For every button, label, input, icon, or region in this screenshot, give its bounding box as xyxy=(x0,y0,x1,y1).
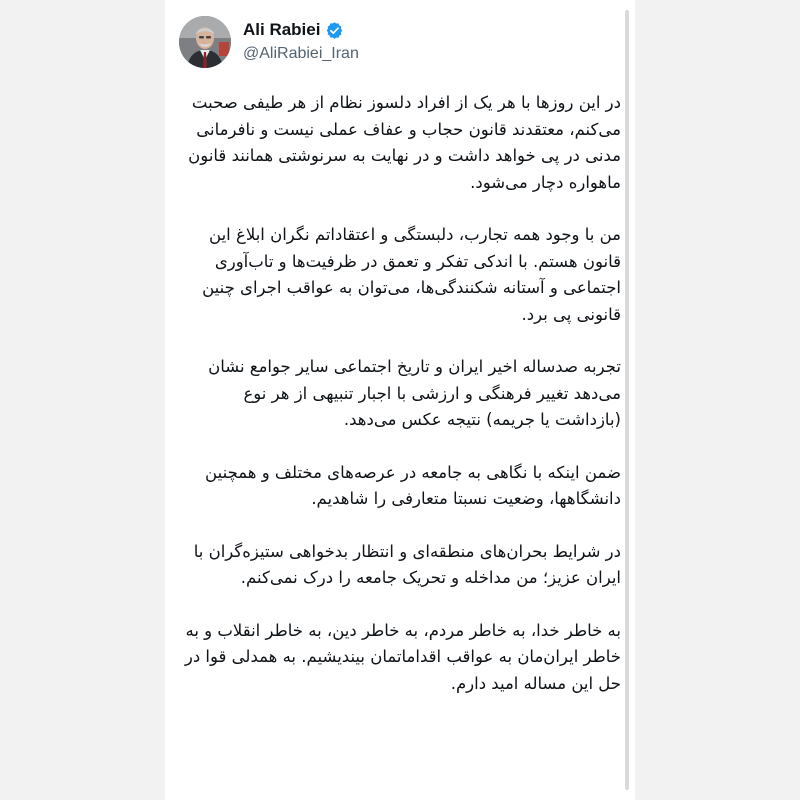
tweet-paragraph: در این روزها با هر یک از افراد دلسوز نظام از هر طیفی صحبت می‌کنم، معتقدند قانون حجاب و عفاف عملی نیست و نافرمانی مدنی در پی خواهد داشت و در نهایت به سرنوشتی همانند قانون ماهواره دچار می‌شود. xyxy=(188,93,621,192)
tweet-paragraph: به خاطر خدا، به خاطر مردم، به خاطر دین، به خاطر انقلاب و به خاطر ایران‌مان به عواقب اقداماتمان بیندیشیم. به همدلی قوا در حل این مساله امید دارم. xyxy=(184,620,621,693)
author-info xyxy=(243,19,359,65)
verified-badge-icon xyxy=(325,21,344,40)
tweet-paragraph: من با وجود همه تجارب، دلبستگی و اعتقاداتم نگران ابلاغ این قانون هستم. با اندکی تفکر و تعمق در ظرفیت‌ها و تاب‌آوری اجتماعی و آستانه شکنندگی‌ها، می‌توان به عواقب اجرای چنین قانونی پی برد. xyxy=(202,225,621,324)
tweet-paragraph: تجربه صدساله اخیر ایران و تاریخ اجتماعی سایر جوامع نشان می‌دهد تغییر فرهنگی و ارزشی با اجبار تنبیهی از هر نوع (بازداشت یا جریمه) نتیجه عکس می‌دهد. xyxy=(208,357,621,429)
avatar[interactable] xyxy=(179,16,231,68)
scrollbar[interactable] xyxy=(625,10,629,790)
tweet-header xyxy=(179,14,359,70)
tweet-card xyxy=(165,0,635,800)
user-handle[interactable]: @AliRabiei_Iran xyxy=(243,45,359,62)
tweet-paragraph: در شرایط بحران‌های منطقه‌ای و انتظار بدخواهی ستیزه‌گران با ایران عزیز؛ من مداخله و تحریک جامعه را درک نمی‌کنم. xyxy=(193,541,621,587)
tweet-paragraph: ضمن اینکه با نگاهی به جامعه در عرصه‌های مختلف و همچنین دانشگاهها، وضعیت نسبتا متعارفی را شاهدیم. xyxy=(205,462,621,508)
tweet-text xyxy=(179,90,621,723)
profile-photo xyxy=(179,16,231,68)
display-name[interactable]: Ali Rabiei xyxy=(243,20,321,39)
display-name-row xyxy=(243,19,359,41)
